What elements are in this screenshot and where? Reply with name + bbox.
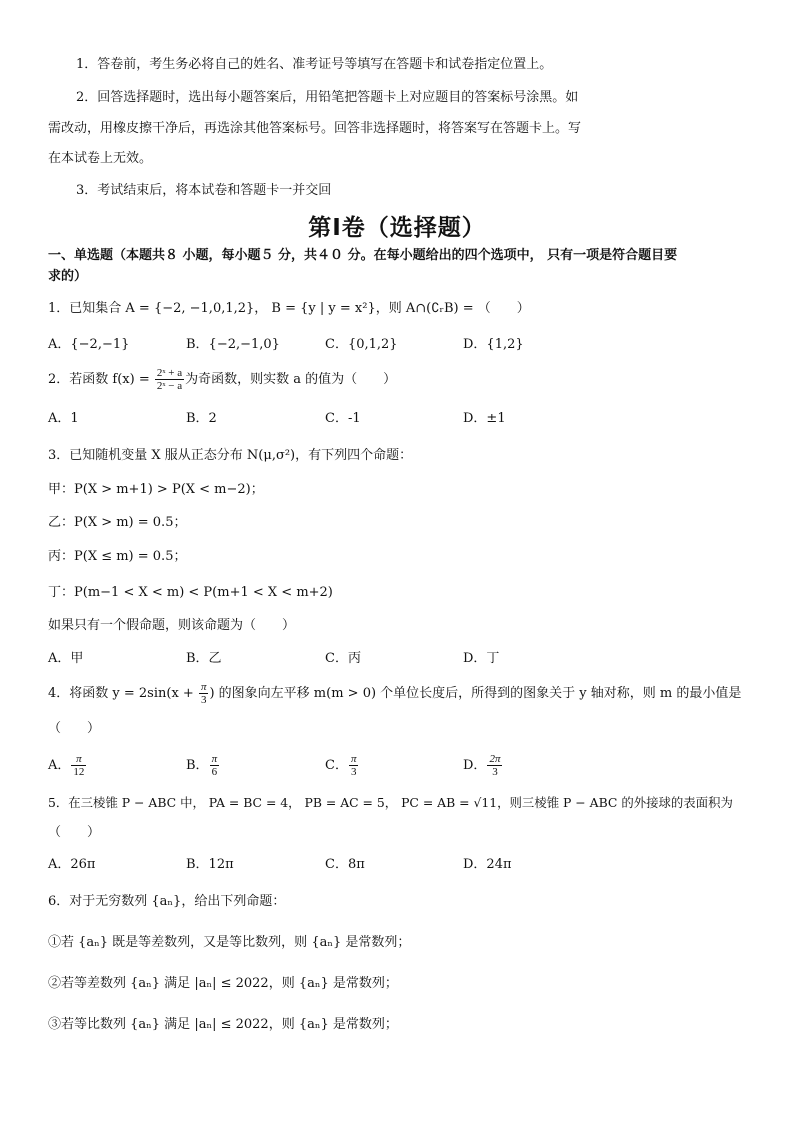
- question-2-option-c[interactable]: C．-1: [325, 411, 361, 426]
- question-5-stem: 5．在三棱锥 P − ABC 中， PA = BC = 4， PB = AC = 5， PC = AB = √11，则三棱锥 P − ABC 的外接球的表面积为: [48, 795, 733, 810]
- question-4-option-b-fraction: [210, 753, 220, 778]
- question-4-option-d-denominator: 3: [492, 766, 498, 778]
- question-4-option-b-label: B．: [186, 758, 209, 773]
- question-3-proposition-jia: 甲：P(X > m+1) > P(X < m−2)；: [48, 482, 264, 497]
- question-4-option-a-denominator: 12: [73, 766, 85, 778]
- question-4-option-a-numerator: π: [71, 753, 86, 766]
- question-6-statement-2: ②若等差数列 {aₙ} 满足 |aₙ| ≤ 2022，则 {aₙ} 是常数列；: [48, 976, 398, 991]
- question-2-option-d[interactable]: D．±1: [463, 411, 506, 426]
- question-3-option-a[interactable]: A．甲: [48, 651, 84, 666]
- question-2-stem: [48, 366, 396, 394]
- question-4-answer-paren: （ ）: [48, 721, 101, 736]
- question-4-fraction: [199, 681, 209, 706]
- question-1-option-d[interactable]: D．{1,2}: [463, 337, 524, 352]
- question-2-fraction: [155, 367, 184, 392]
- question-4-option-d-fraction: [487, 753, 502, 778]
- question-4-option-b-numerator: π: [211, 753, 218, 765]
- question-4-fraction-numerator: π: [200, 681, 207, 693]
- question-4-option-a-fraction: [71, 753, 86, 778]
- instruction-2-line-1: 2．回答选择题时，选出每小题答案后，用铅笔把答题卡上对应题目的答案标号涂黑。如: [76, 90, 579, 105]
- question-4-option-d[interactable]: [463, 752, 503, 780]
- question-3-proposition-ding: 丁：P(m−1 < X < m) < P(m+1 < X < m+2): [48, 585, 333, 600]
- question-3-ask: 如果只有一个假命题，则该命题为（ ）: [48, 618, 296, 633]
- question-2-option-a[interactable]: A．1: [48, 411, 79, 426]
- instruction-3: 3．考试结束后，将本试卷和答题卡一并交回: [76, 183, 332, 198]
- question-4-option-a[interactable]: [48, 752, 87, 780]
- question-4-option-d-label: D．: [463, 758, 487, 773]
- question-1-option-c[interactable]: C．{0,1,2}: [325, 337, 398, 352]
- question-4-option-b-denominator: 6: [211, 766, 218, 778]
- part-heading-line-1: 一、单选题（本题共８ 小题，每小题５ 分，共４０ 分。在每小题给出的四个选项中， 只有一项是符合题目要: [48, 248, 678, 263]
- question-4-option-d-numerator: 2π: [489, 753, 501, 765]
- question-1-option-a[interactable]: A．{−2,−1}: [48, 337, 130, 352]
- question-3-proposition-bing: 丙：P(X ≤ m) = 0.5；: [48, 549, 187, 564]
- question-4-option-c-label: C．: [325, 758, 348, 773]
- question-4-option-b[interactable]: [186, 752, 220, 780]
- question-2-stem-post: 为奇函数，则实数 a 的值为（ ）: [185, 372, 397, 387]
- question-5-option-a[interactable]: A．26π: [48, 857, 96, 872]
- question-5-option-b[interactable]: B．12π: [186, 857, 234, 872]
- question-6-statement-3: ③若等比数列 {aₙ} 满足 |aₙ| ≤ 2022，则 {aₙ} 是常数列；: [48, 1017, 398, 1032]
- question-4-fraction-denominator: 3: [200, 694, 207, 706]
- question-4-stem: [48, 680, 741, 708]
- question-4-option-c-denominator: 3: [350, 766, 357, 778]
- question-6-stem: 6．对于无穷数列 {aₙ}，给出下列命题：: [48, 894, 286, 909]
- question-5-answer-paren: （ ）: [48, 825, 101, 840]
- question-3-option-d[interactable]: D．丁: [463, 651, 500, 666]
- instruction-2-line-3: 在本试卷上无效。: [48, 151, 153, 166]
- question-3-proposition-yi: 乙：P(X > m) = 0.5；: [48, 515, 187, 530]
- question-5-option-c[interactable]: C．8π: [325, 857, 365, 872]
- question-2-fraction-numerator: 2ˣ + a: [156, 367, 183, 379]
- question-3-option-c[interactable]: C．丙: [325, 651, 361, 666]
- question-2-stem-pre: 2．若函数 f(x) =: [48, 372, 154, 387]
- question-2-fraction-denominator: 2ˣ − a: [156, 380, 183, 392]
- question-4-option-c-numerator: π: [350, 753, 357, 765]
- question-1-option-b[interactable]: B．{−2,−1,0}: [186, 337, 280, 352]
- question-4-stem-post: ) 的图象向左平移 m(m > 0) 个单位长度后，所得到的图象关于 y 轴对称，则 m 的最小值是: [209, 686, 742, 701]
- question-1-stem: 1．已知集合 A = {−2, −1,0,1,2}， B = {y | y = x²}，则 A∩(∁ᵣB) = （ ）: [48, 301, 530, 316]
- question-3-option-b[interactable]: B．乙: [186, 651, 222, 666]
- section-title: 第Ⅰ卷（选择题）: [308, 215, 486, 241]
- instruction-1: 1．答卷前，考生务必将自己的姓名、准考证号等填写在答题卡和试卷指定位置上。: [76, 57, 553, 72]
- instruction-2-line-2: 需改动，用橡皮擦干净后，再选涂其他答案标号。回答非选择题时，将答案写在答题卡上。写: [48, 121, 582, 136]
- question-4-option-c-fraction: [349, 753, 359, 778]
- question-2-option-b[interactable]: B．2: [186, 411, 217, 426]
- question-5-option-d[interactable]: D．24π: [463, 857, 512, 872]
- question-6-statement-1: ①若 {aₙ} 既是等差数列，又是等比数列，则 {aₙ} 是常数列；: [48, 935, 411, 950]
- question-4-option-c[interactable]: [325, 752, 359, 780]
- question-4-stem-pre: 4．将函数 y = 2sin(x +: [48, 686, 198, 701]
- question-3-stem: 3．已知随机变量 X 服从正态分布 N(μ,σ²)，有下列四个命题：: [48, 448, 413, 463]
- part-heading-line-2: 求的）: [48, 269, 88, 284]
- question-4-option-a-label: A．: [48, 758, 71, 773]
